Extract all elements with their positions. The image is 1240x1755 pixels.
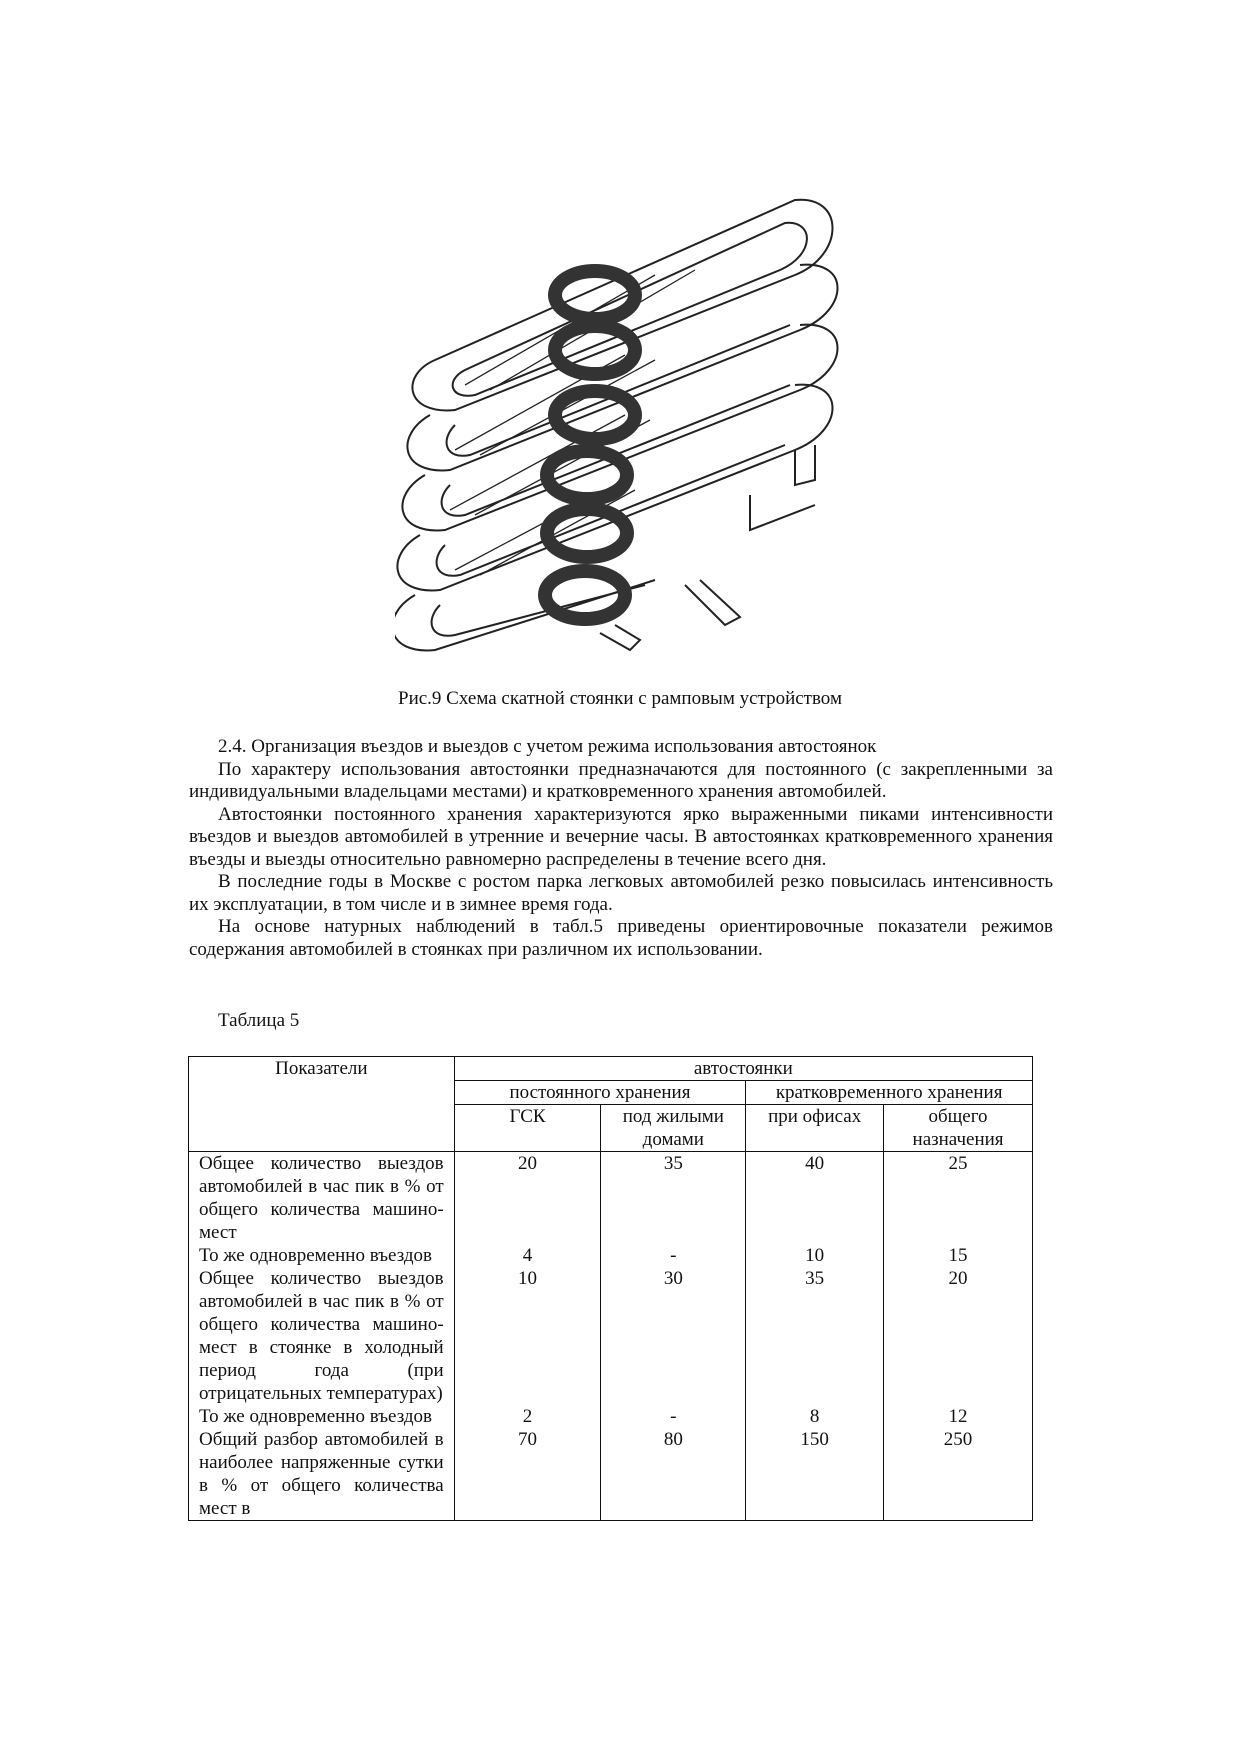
header-blank [189,1105,455,1152]
table-row [189,1152,1033,1245]
section-body [189,736,1053,961]
cell: 4 [454,1244,601,1267]
table-5 [188,1056,1033,1521]
cell: 8 [746,1405,884,1428]
cell: 250 [884,1428,1033,1521]
table-row [189,1428,1033,1521]
table-row [189,1244,1033,1267]
table-label: Таблица 5 [218,1010,300,1031]
cell: - [601,1244,746,1267]
spiral-ramp-parking-figure [395,185,865,660]
paragraph: На основе натурных наблюдений в табл.5 приведены ориентировочные показатели режимов содержания автомобилей в стоянках при различном их использовании. [189,916,1053,960]
header-group: автостоянки [454,1057,1032,1081]
cell: 70 [454,1428,601,1521]
paragraph: Автостоянки постоянного хранения характеризуются ярко выраженными пиками интенсивности въездов и выездов автомобилей в утренние и вечерние часы. В автостоянках кратковременного хранения въезды и выезды относительно равномерно распределены в течение всего дня. [189,803,1053,870]
table-row [189,1267,1033,1405]
cell: 12 [884,1405,1033,1428]
row-label: Общее количество выездов автомобилей в час пик в % от общего количества машино-мест [189,1152,455,1245]
cell: 150 [746,1428,884,1521]
row-label: Общее количество выездов автомобилей в час пик в % от общего количества машино-мест в стоянке в холодный период года (при отрицательных температурах) [189,1267,455,1405]
header-col-gsk: ГСК [454,1105,601,1152]
cell: 15 [884,1244,1033,1267]
row-label: То же одновременно въездов [189,1405,455,1428]
cell: 80 [601,1428,746,1521]
header-col-residential: под жилыми домами [601,1105,746,1152]
header-col-offices: при офисах [746,1105,884,1152]
cell: 35 [601,1152,746,1245]
cell: 35 [746,1267,884,1405]
paragraph: По характеру использования автостоянки предназначаются для постоянного (с закрепленными за индивидуальными владельцами местами) и кратковременного хранения автомобилей. [189,758,1053,802]
figure-caption: Рис.9 Схема скатной стоянки с рамповым устройством [398,688,842,709]
cell: 40 [746,1152,884,1245]
header-indicators: Показатели [189,1057,455,1081]
row-label: Общий разбор автомобилей в наиболее напряженные сутки в % от общего количества мест в [189,1428,455,1521]
cell: 30 [601,1267,746,1405]
cell: 20 [454,1152,601,1245]
header-blank [189,1081,455,1105]
table-row [189,1405,1033,1428]
header-subgroup-permanent: постоянного хранения [454,1081,746,1105]
paragraph: В последние годы в Москве с ростом парка легковых автомобилей резко повысилась интенсивность их эксплуатации, в том числе и в зимнее время года. [189,871,1053,915]
cell: 2 [454,1405,601,1428]
row-label: То же одновременно въездов [189,1244,455,1267]
cell: 20 [884,1267,1033,1405]
header-col-general: общего назначения [884,1105,1033,1152]
header-subgroup-shortterm: кратковременного хранения [746,1081,1033,1105]
cell: 25 [884,1152,1033,1245]
section-heading: 2.4. Организация въездов и выездов с учетом режима использования автостоянок [218,736,877,757]
cell: - [601,1405,746,1428]
cell: 10 [746,1244,884,1267]
cell: 10 [454,1267,601,1405]
